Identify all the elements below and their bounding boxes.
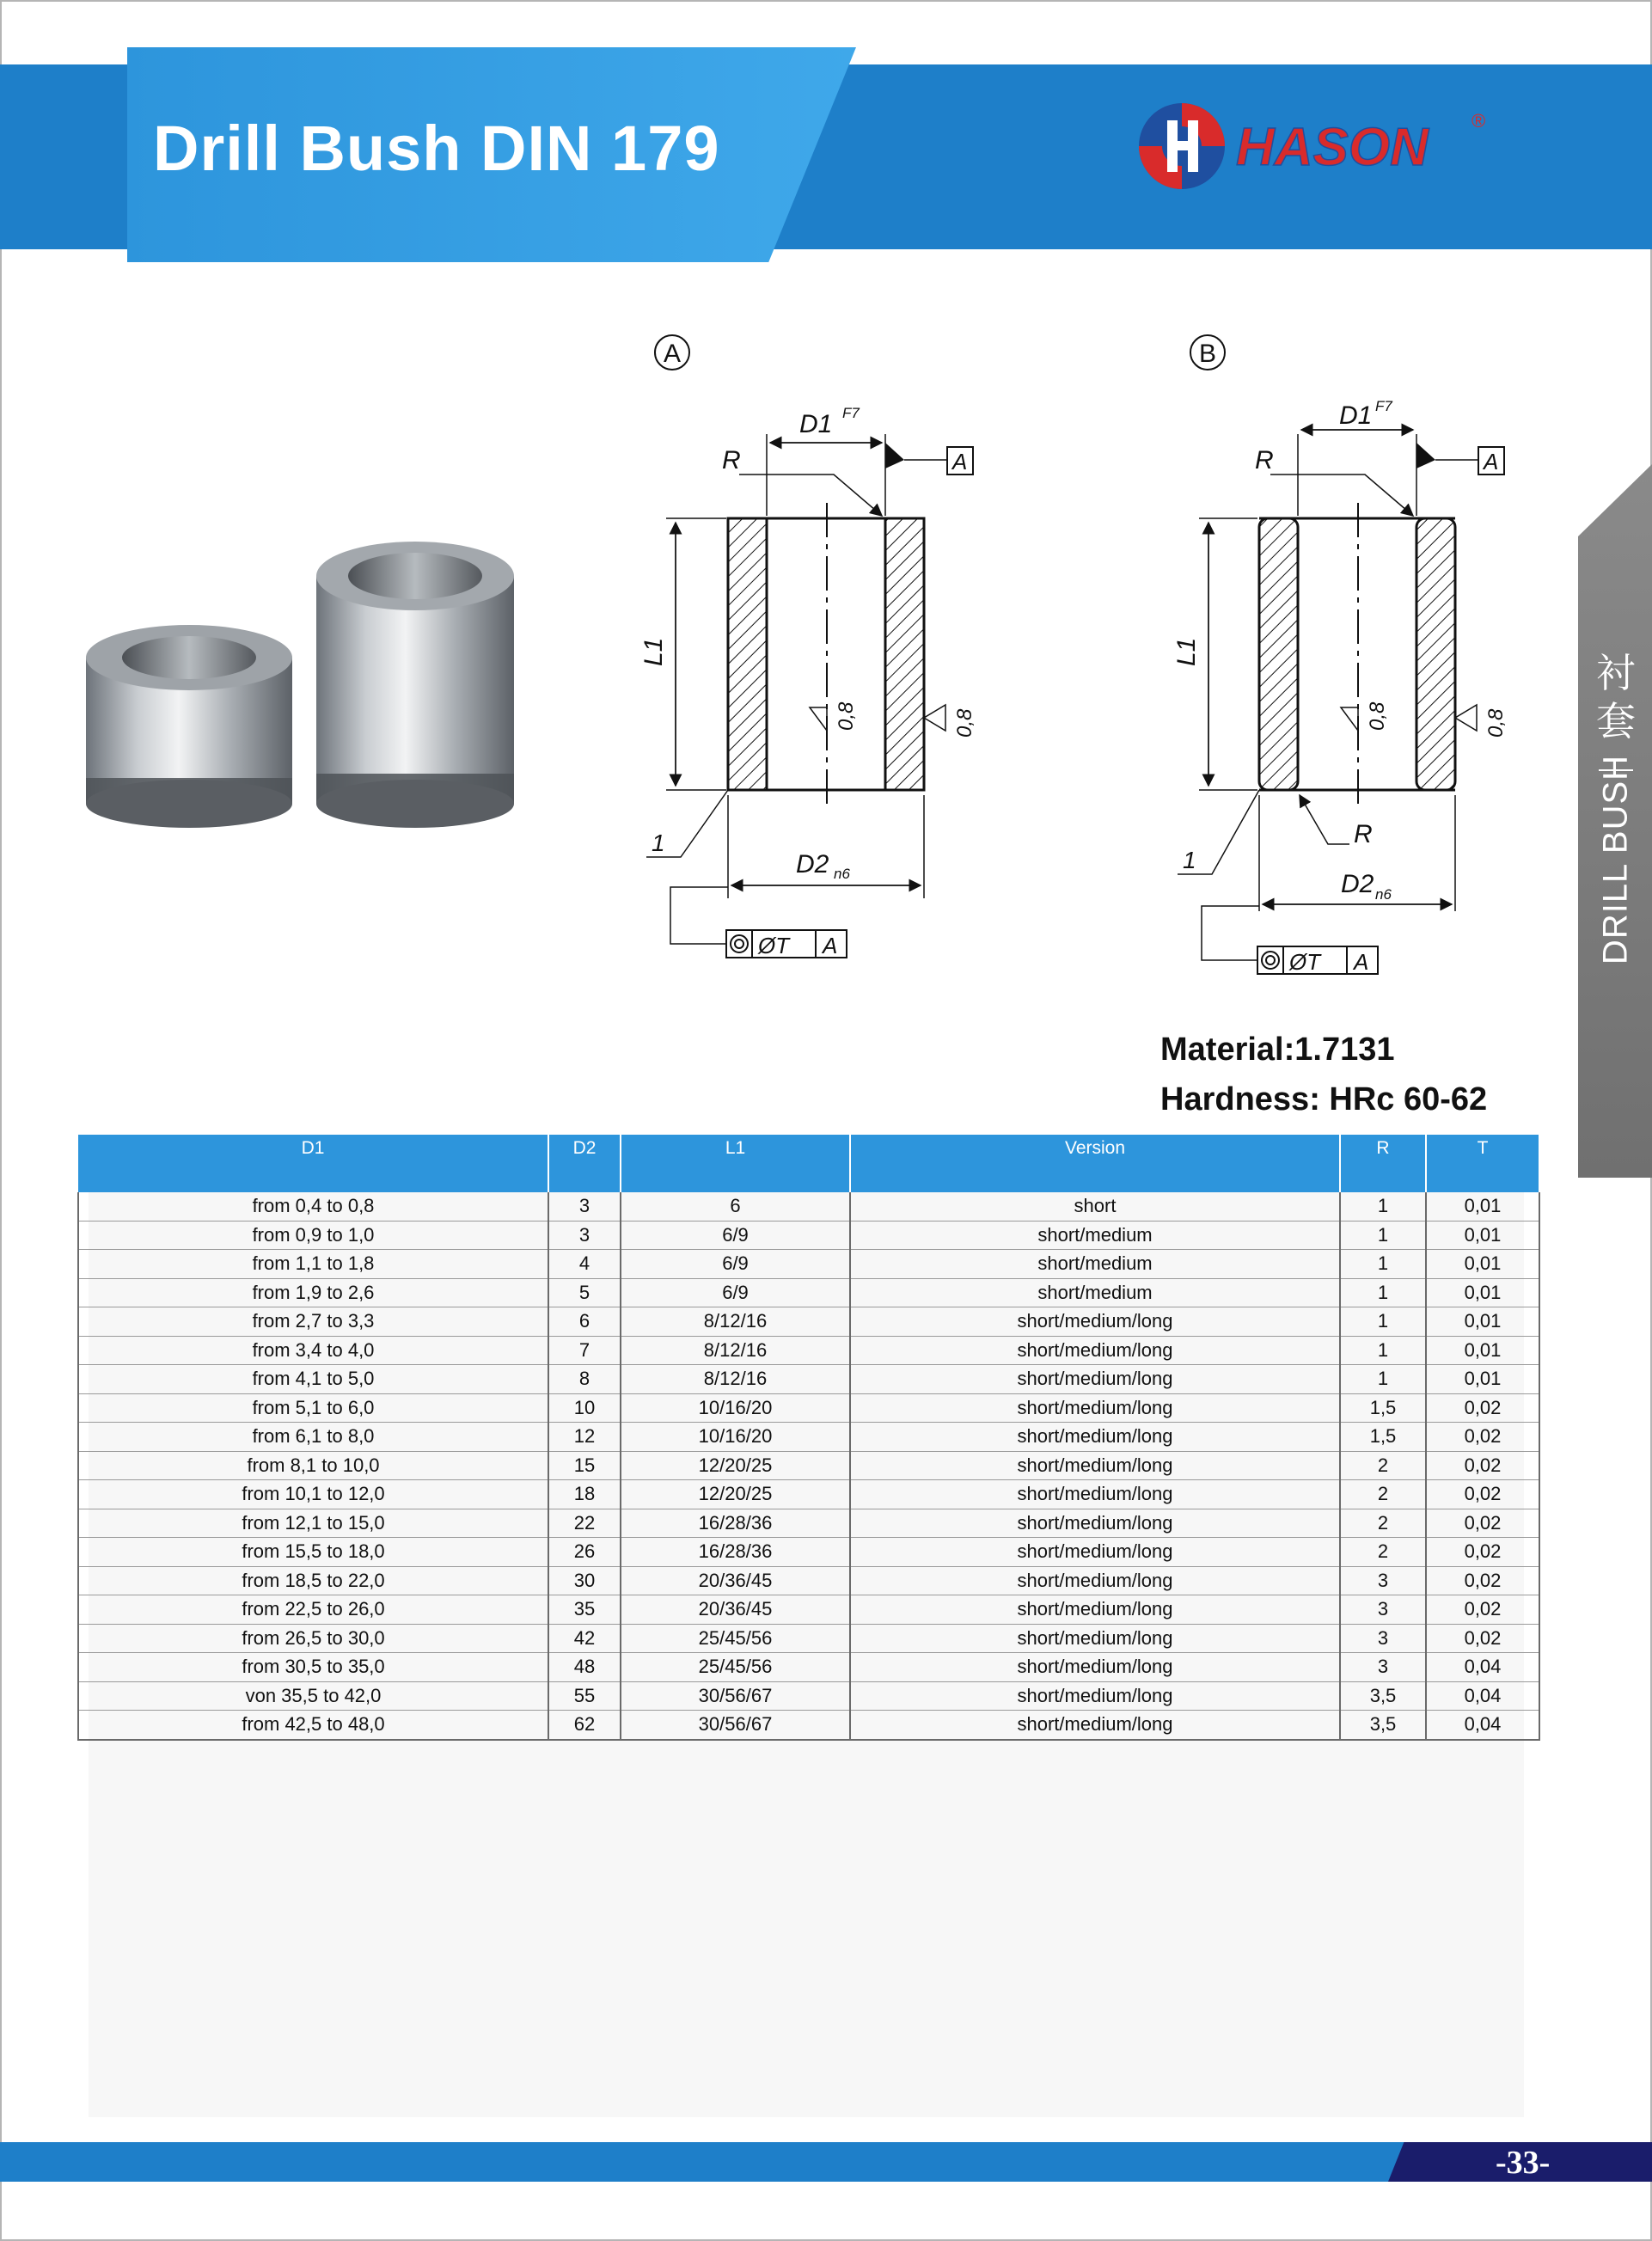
- cell-version: short/medium/long: [850, 1336, 1340, 1365]
- table-row: [78, 1480, 1539, 1509]
- cell-l1: 6/9: [621, 1221, 850, 1250]
- cell-r: 3,5: [1340, 1681, 1426, 1711]
- cell-d2: 55: [548, 1681, 621, 1711]
- cell-d2: 15: [548, 1451, 621, 1480]
- cell-l1: 6: [621, 1192, 850, 1221]
- column-header-d2: D2: [548, 1135, 621, 1192]
- cell-version: short/medium/long: [850, 1451, 1340, 1480]
- cell-d1: from 10,1 to 12,0: [78, 1480, 548, 1509]
- cell-t: 0,02: [1426, 1451, 1539, 1480]
- concentricity-tol-b: ØT: [1289, 949, 1321, 975]
- cell-version: short/medium/long: [850, 1624, 1340, 1653]
- registered-mark: ®: [1472, 110, 1486, 132]
- cell-version: short/medium/long: [850, 1393, 1340, 1423]
- cell-t: 0,01: [1426, 1221, 1539, 1250]
- cell-t: 0,01: [1426, 1250, 1539, 1279]
- cell-r: 3: [1340, 1653, 1426, 1682]
- table-header-row: [78, 1135, 1539, 1192]
- view-b-label: B: [1198, 340, 1217, 368]
- cell-version: short/medium/long: [850, 1681, 1340, 1711]
- dim-l1-b: L1: [1172, 637, 1201, 666]
- cell-d1: from 42,5 to 48,0: [78, 1711, 548, 1740]
- cell-t: 0,02: [1426, 1595, 1539, 1625]
- cell-d2: 6: [548, 1307, 621, 1337]
- cell-d1: from 4,1 to 5,0: [78, 1365, 548, 1394]
- drill-bush-photo: [69, 516, 567, 842]
- cell-t: 0,02: [1426, 1423, 1539, 1452]
- dim-d1-a: D1: [799, 410, 833, 438]
- logo-emblem-icon: [1139, 103, 1225, 189]
- roughness-outer-a: 0,8: [953, 708, 976, 738]
- cell-d1: von 35,5 to 42,0: [78, 1681, 548, 1711]
- cell-d1: from 3,4 to 4,0: [78, 1336, 548, 1365]
- cell-r: 1: [1340, 1250, 1426, 1279]
- cell-r: 3: [1340, 1624, 1426, 1653]
- cell-r: 3: [1340, 1566, 1426, 1595]
- cell-t: 0,01: [1426, 1307, 1539, 1337]
- table-row: [78, 1307, 1539, 1337]
- cell-t: 0,04: [1426, 1681, 1539, 1711]
- table-row: [78, 1509, 1539, 1538]
- cell-d1: from 6,1 to 8,0: [78, 1423, 548, 1452]
- cell-d1: from 30,5 to 35,0: [78, 1653, 548, 1682]
- cell-d2: 48: [548, 1653, 621, 1682]
- cell-d2: 10: [548, 1393, 621, 1423]
- cell-version: short/medium/long: [850, 1653, 1340, 1682]
- cell-version: short: [850, 1192, 1340, 1221]
- table-row: [78, 1538, 1539, 1567]
- dim-d1-tol-a: F7: [842, 405, 860, 421]
- roughness-outer-b: 0,8: [1484, 708, 1508, 738]
- datum-a-box: A: [952, 449, 968, 475]
- column-header-t: T: [1426, 1135, 1539, 1192]
- material-spec: Material:1.7131: [1160, 1032, 1395, 1068]
- cell-d1: from 0,9 to 1,0: [78, 1221, 548, 1250]
- cell-r: 1: [1340, 1336, 1426, 1365]
- cell-d1: from 1,1 to 1,8: [78, 1250, 548, 1279]
- cell-t: 0,02: [1426, 1624, 1539, 1653]
- table-row: [78, 1423, 1539, 1452]
- table-row: [78, 1681, 1539, 1711]
- dim-d2-a: D2: [796, 850, 829, 879]
- cell-r: 3,5: [1340, 1711, 1426, 1740]
- dim-d2-tol-a: n6: [834, 866, 850, 882]
- cell-t: 0,02: [1426, 1393, 1539, 1423]
- dim-d1-tol-b: F7: [1375, 398, 1392, 414]
- cell-d2: 3: [548, 1192, 621, 1221]
- page-title: Drill Bush DIN 179: [153, 113, 720, 184]
- cell-l1: 25/45/56: [621, 1653, 850, 1682]
- cell-r: 1: [1340, 1278, 1426, 1307]
- cell-l1: 12/20/25: [621, 1451, 850, 1480]
- view-b-drawing: [1172, 335, 1508, 975]
- dim-r-a: R: [722, 446, 741, 475]
- cell-l1: 10/16/20: [621, 1423, 850, 1452]
- cell-t: 0,01: [1426, 1192, 1539, 1221]
- table-row: [78, 1653, 1539, 1682]
- cell-r: 1: [1340, 1307, 1426, 1337]
- cell-version: short/medium/long: [850, 1509, 1340, 1538]
- cell-l1: 16/28/36: [621, 1538, 850, 1567]
- cell-d1: from 12,1 to 15,0: [78, 1509, 548, 1538]
- datum-b-box: A: [1484, 449, 1499, 475]
- cell-t: 0,04: [1426, 1653, 1539, 1682]
- cell-r: 2: [1340, 1509, 1426, 1538]
- drill-bush-spec-table: [77, 1135, 1540, 1741]
- cell-r: 1: [1340, 1365, 1426, 1394]
- cell-l1: 20/36/45: [621, 1595, 850, 1625]
- technical-drawing: [627, 327, 1556, 980]
- cell-r: 2: [1340, 1451, 1426, 1480]
- cell-d1: from 5,1 to 6,0: [78, 1393, 548, 1423]
- cell-d1: from 1,9 to 2,6: [78, 1278, 548, 1307]
- column-header-l1: L1: [621, 1135, 850, 1192]
- concentricity-datum-a: A: [823, 933, 838, 958]
- cell-version: short/medium/long: [850, 1423, 1340, 1452]
- cell-l1: 6/9: [621, 1278, 850, 1307]
- table-row: [78, 1451, 1539, 1480]
- cell-version: short/medium/long: [850, 1595, 1340, 1625]
- cell-t: 0,02: [1426, 1509, 1539, 1538]
- cell-d2: 7: [548, 1336, 621, 1365]
- column-header-d1: D1: [78, 1135, 548, 1192]
- cell-d2: 30: [548, 1566, 621, 1595]
- table-body: [78, 1192, 1539, 1740]
- column-header-r: R: [1340, 1135, 1426, 1192]
- cell-l1: 10/16/20: [621, 1393, 850, 1423]
- cell-d2: 22: [548, 1509, 621, 1538]
- cell-version: short/medium/long: [850, 1711, 1340, 1740]
- table-row: [78, 1566, 1539, 1595]
- cell-r: 1,5: [1340, 1393, 1426, 1423]
- page-number: -33-: [1496, 2145, 1551, 2181]
- cell-d2: 42: [548, 1624, 621, 1653]
- cell-l1: 8/12/16: [621, 1307, 850, 1337]
- cell-l1: 8/12/16: [621, 1336, 850, 1365]
- cell-l1: 6/9: [621, 1250, 850, 1279]
- cell-d2: 3: [548, 1221, 621, 1250]
- cell-r: 2: [1340, 1480, 1426, 1509]
- table-row: [78, 1250, 1539, 1279]
- column-header-version: Version: [850, 1135, 1340, 1192]
- cell-d2: 26: [548, 1538, 621, 1567]
- table-row: [78, 1221, 1539, 1250]
- logo-wordmark: HASON: [1236, 118, 1429, 177]
- cell-l1: 30/56/67: [621, 1681, 850, 1711]
- cell-d2: 5: [548, 1278, 621, 1307]
- cell-version: short/medium/long: [850, 1307, 1340, 1337]
- cell-r: 1: [1340, 1221, 1426, 1250]
- table-row: [78, 1278, 1539, 1307]
- cell-l1: 8/12/16: [621, 1365, 850, 1394]
- dim-d2-b: D2: [1341, 870, 1374, 898]
- cell-t: 0,01: [1426, 1365, 1539, 1394]
- table-row: [78, 1595, 1539, 1625]
- table-row: [78, 1624, 1539, 1653]
- dim-r-b-top: R: [1255, 446, 1274, 475]
- cell-l1: 30/56/67: [621, 1711, 850, 1740]
- cell-r: 3: [1340, 1595, 1426, 1625]
- cell-d2: 62: [548, 1711, 621, 1740]
- cell-t: 0,01: [1426, 1278, 1539, 1307]
- cell-version: short/medium/long: [850, 1538, 1340, 1567]
- concentricity-datum-b: A: [1354, 949, 1369, 975]
- concentricity-tol-a: ØT: [758, 933, 790, 958]
- table-row: [78, 1192, 1539, 1221]
- cell-t: 0,04: [1426, 1711, 1539, 1740]
- cell-t: 0,02: [1426, 1538, 1539, 1567]
- side-tab-english-label: DRILL BUSH: [1596, 754, 1635, 965]
- table-row: [78, 1336, 1539, 1365]
- cell-r: 1: [1340, 1192, 1426, 1221]
- cell-d1: from 0,4 to 0,8: [78, 1192, 548, 1221]
- cell-l1: 12/20/25: [621, 1480, 850, 1509]
- roughness-inner-a: 0,8: [835, 701, 858, 731]
- cell-d1: from 22,5 to 26,0: [78, 1595, 548, 1625]
- cell-d1: from 15,5 to 18,0: [78, 1538, 548, 1567]
- cell-d2: 18: [548, 1480, 621, 1509]
- table-row: [78, 1711, 1539, 1740]
- cell-l1: 25/45/56: [621, 1624, 850, 1653]
- cell-d1: from 18,5 to 22,0: [78, 1566, 548, 1595]
- table-row: [78, 1393, 1539, 1423]
- view-a-drawing: [639, 335, 976, 958]
- cell-d1: from 2,7 to 3,3: [78, 1307, 548, 1337]
- cell-l1: 16/28/36: [621, 1509, 850, 1538]
- cell-version: short/medium/long: [850, 1365, 1340, 1394]
- table-row: [78, 1365, 1539, 1394]
- dim-d2-tol-b: n6: [1375, 886, 1392, 903]
- short-bush-image: [86, 625, 292, 828]
- roughness-inner-b: 0,8: [1366, 701, 1389, 731]
- callout-1-b: 1: [1183, 847, 1196, 873]
- cell-d1: from 26,5 to 30,0: [78, 1624, 548, 1653]
- hason-logo: [1135, 96, 1496, 195]
- cell-version: short/medium/long: [850, 1566, 1340, 1595]
- cell-d2: 4: [548, 1250, 621, 1279]
- cell-l1: 20/36/45: [621, 1566, 850, 1595]
- cell-version: short/medium/long: [850, 1480, 1340, 1509]
- cell-d2: 35: [548, 1595, 621, 1625]
- cell-d2: 8: [548, 1365, 621, 1394]
- cell-version: short/medium: [850, 1221, 1340, 1250]
- hardness-spec: Hardness: HRc 60-62: [1160, 1081, 1488, 1117]
- long-bush-image: [316, 542, 514, 828]
- cell-t: 0,01: [1426, 1336, 1539, 1365]
- dim-d1-b: D1: [1339, 401, 1373, 430]
- cell-d1: from 8,1 to 10,0: [78, 1451, 548, 1480]
- cell-t: 0,02: [1426, 1480, 1539, 1509]
- side-tab-chinese-label: 衬套: [1596, 651, 1636, 744]
- view-a-label: A: [663, 340, 682, 368]
- cell-r: 1,5: [1340, 1423, 1426, 1452]
- cell-version: short/medium: [850, 1250, 1340, 1279]
- cell-t: 0,02: [1426, 1566, 1539, 1595]
- callout-1-a: 1: [652, 830, 665, 856]
- dim-r-b-bottom: R: [1354, 820, 1373, 848]
- dim-l1-a: L1: [639, 637, 668, 666]
- cell-d2: 12: [548, 1423, 621, 1452]
- cell-r: 2: [1340, 1538, 1426, 1567]
- cell-version: short/medium: [850, 1278, 1340, 1307]
